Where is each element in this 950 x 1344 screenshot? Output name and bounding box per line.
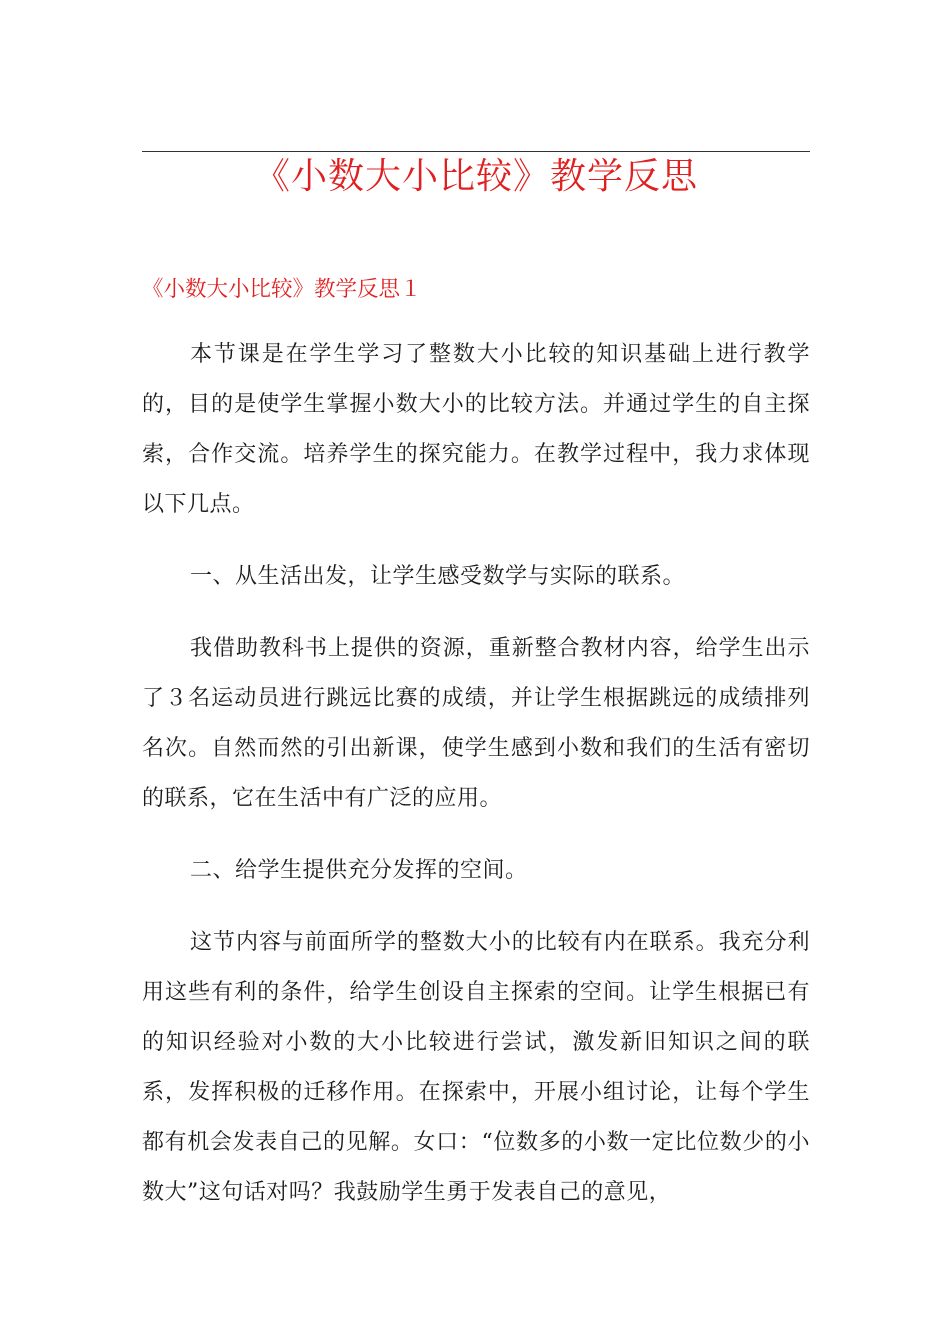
section-heading: 《小数大小比较》教学反思１ [142, 277, 422, 302]
paragraph-intro: 本节课是在学生学习了整数大小比较的知识基础上进行教学的，目的是使学生掌握小数大小的比较方法。并通过学生的自主探索，合作交流。培养学生的探究能力。在教学过程中，我力求体现以下几点。 [142, 342, 810, 517]
paragraph-point-one-detail: 我借助教科书上提供的资源，重新整合教材内容，给学生出示了３名运动员进行跳远比赛的成绩，并让学生根据跳远的成绩排列名次。自然而然的引出新课，使学生感到小数和我们的生活有密切的联系，它在生活中有广泛的应用。 [142, 636, 810, 811]
document-title: 《小数大小比较》教学反思 [253, 156, 698, 197]
paragraph-point-two-detail: 这节内容与前面所学的整数大小的比较有内在联系。我充分利用这些有利的条件，给学生创设自主探索的空间。让学生根据已有的知识经验对小数的大小比较进行尝试，激发新旧知识之间的联系，发挥积极的迁移作用。在探索中，开展小组讨论，让每个学生都有机会发表自己的见解。女口：“位数多的小数一定比位数少的小数大”这句话对吗？我鼓励学生勇于发表自己的意见， [142, 930, 810, 1205]
paragraph-point-one: 一、从生活出发，让学生感受数学与实际的联系。 [190, 564, 686, 589]
body-text [142, 330, 810, 1240]
paragraph-point-two: 二、给学生提供充分发挥的空间。 [190, 858, 528, 883]
